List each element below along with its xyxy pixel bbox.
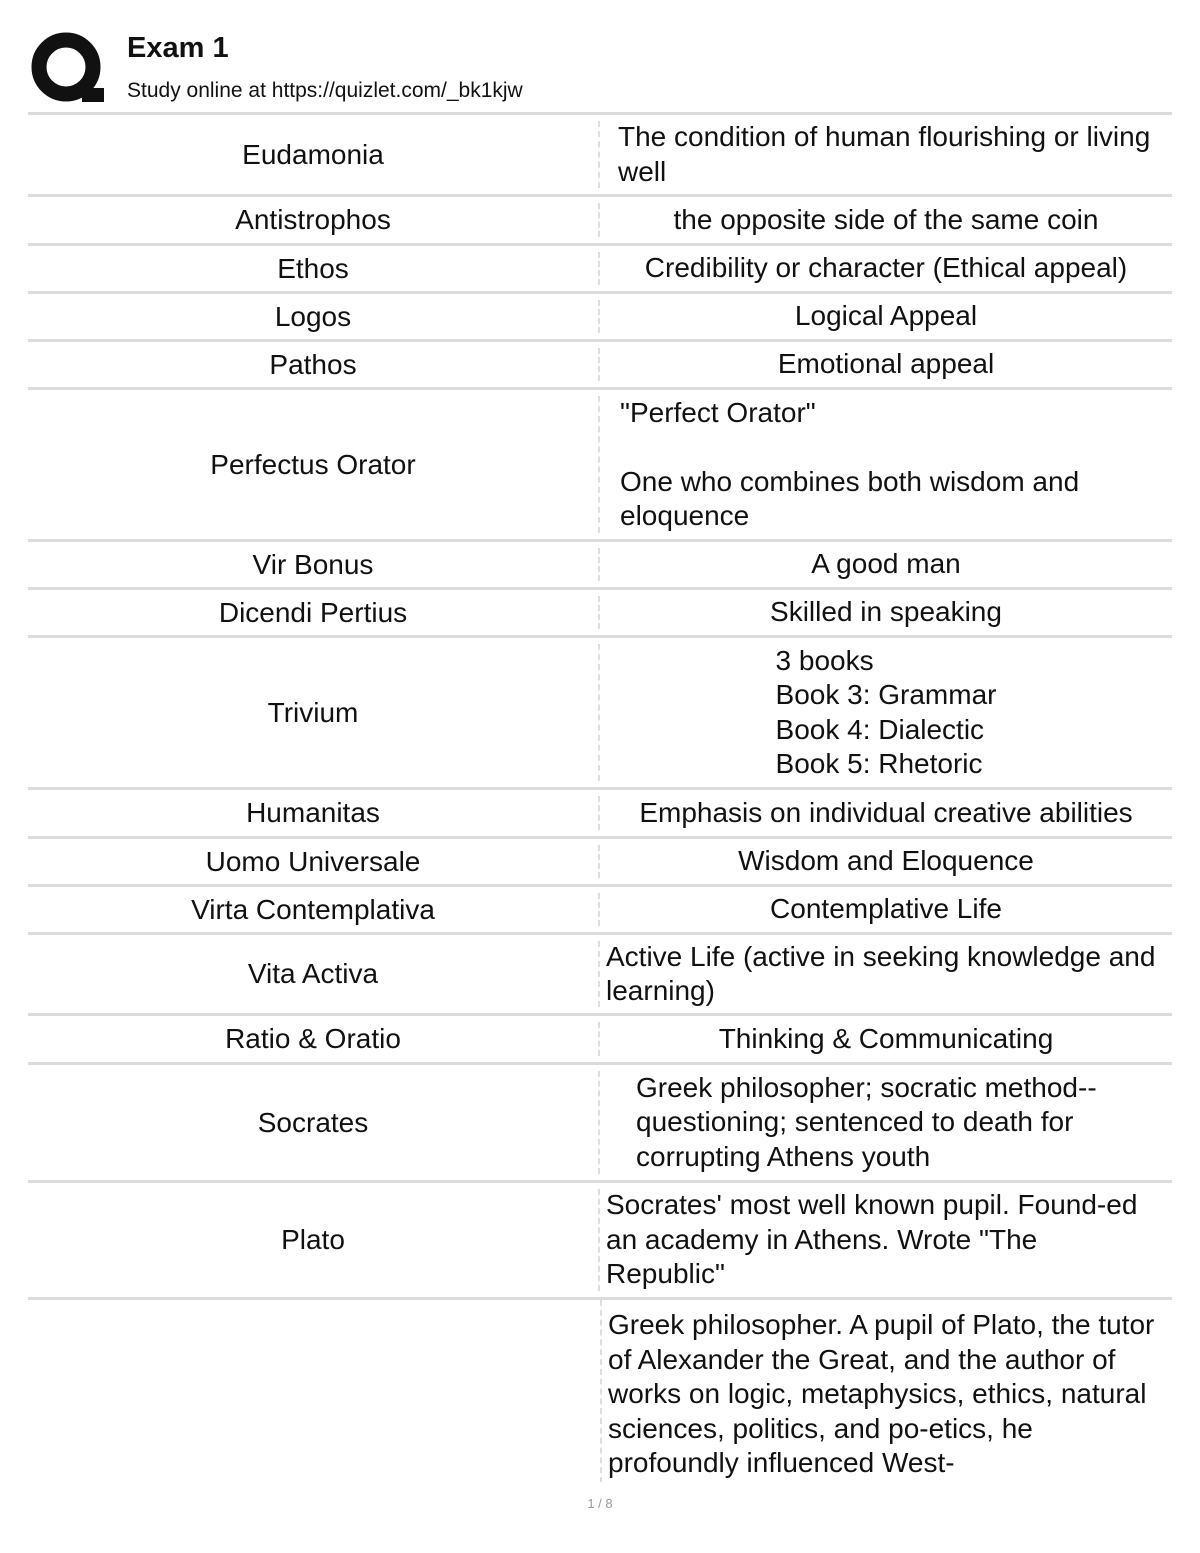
definition-cell <box>600 638 1172 787</box>
table-row <box>28 1180 1172 1297</box>
term-cell: Vita Activa <box>28 941 600 1007</box>
definition-cell <box>600 590 1172 635</box>
term-cell: Uomo Universale <box>28 845 600 878</box>
page-number: 1 / 8 <box>587 1496 613 1511</box>
term-cell: Antistrophos <box>28 203 600 237</box>
definition-cell <box>600 342 1172 387</box>
term-cell: Vir Bonus <box>28 548 600 581</box>
table-row <box>28 932 1172 1013</box>
definition-text: Credibility or character (Ethical appeal) <box>644 252 1128 284</box>
definition-text: Wisdom and Eloquence <box>738 845 1034 877</box>
definition-text: A good man <box>811 548 961 580</box>
definition-text: Socrates' most well known pupil. Found-ed an academy in Athens. Wrote "The Republic" <box>606 1189 1138 1290</box>
definition-cell <box>600 1183 1172 1297</box>
definition-text: Active Life (active in seeking knowledge and learning) <box>606 940 1156 1006</box>
term-cell: Trivium <box>28 644 600 781</box>
table-row <box>28 1297 1172 1482</box>
definition-cell <box>600 294 1172 339</box>
definition-text: Greek philosopher; socratic method--questioning; sentenced to death for corrupting Athens youth <box>636 1071 1097 1172</box>
table-row <box>28 884 1172 932</box>
term-cell: Pathos <box>28 348 600 381</box>
definition-cell <box>600 542 1172 587</box>
definition-cell <box>600 1016 1172 1062</box>
definition-text: Contemplative Life <box>770 893 1002 925</box>
definition-cell <box>600 1300 1172 1482</box>
term-cell: Humanitas <box>28 796 600 830</box>
term-cell: Ratio & Oratio <box>28 1022 600 1056</box>
definition-text: Logical Appeal <box>794 300 978 332</box>
definition-text: Emotional appeal <box>777 348 995 380</box>
table-row <box>28 112 1172 194</box>
term-cell: Eudamonia <box>28 121 600 188</box>
table-row <box>28 1013 1172 1062</box>
term-cell: Logos <box>28 300 600 333</box>
definition-cell <box>600 790 1172 836</box>
term-cell: Ethos <box>28 252 600 285</box>
term-cell: Socrates <box>28 1071 600 1174</box>
table-row <box>28 1062 1172 1180</box>
table-row <box>28 291 1172 339</box>
table-row <box>28 194 1172 243</box>
term-cell: Perfectus Orator <box>28 396 600 533</box>
term-cell: Virta Contemplativa <box>28 893 600 926</box>
definition-cell <box>600 935 1172 1013</box>
definition-cell <box>600 839 1172 884</box>
table-row <box>28 243 1172 291</box>
quizlet-logo <box>30 30 106 106</box>
definition-cell <box>600 115 1172 194</box>
table-row <box>28 635 1172 787</box>
term-cell: Dicendi Pertius <box>28 596 600 629</box>
definition-text: Emphasis on individual creative abilities <box>639 796 1133 828</box>
definition-text: The condition of human flourishing or living well <box>618 121 1151 187</box>
definition-cell <box>600 197 1172 243</box>
term-cell: Plato <box>28 1189 600 1291</box>
definition-cell <box>600 246 1172 291</box>
table-row <box>28 587 1172 635</box>
flashcard-table <box>28 112 1172 1482</box>
table-row <box>28 339 1172 387</box>
definition-cell <box>600 390 1172 539</box>
definition-text: Skilled in speaking <box>770 596 1002 628</box>
table-row <box>28 539 1172 587</box>
page-title: Exam 1 <box>127 32 229 64</box>
definition-text: "Perfect Orator" One who combines both wisdom and eloquence <box>620 396 1080 531</box>
definition-text: Thinking & Communicating <box>718 1022 1054 1054</box>
definition-text: 3 books Book 3: Grammar Book 4: Dialectic Book 5: Rhetoric <box>775 644 997 779</box>
definition-cell <box>600 1065 1172 1180</box>
study-link-text: Study online at https://quizlet.com/_bk1kjw <box>127 79 523 102</box>
definition-cell <box>600 887 1172 932</box>
table-row <box>28 836 1172 884</box>
definition-text: the opposite side of the same coin <box>673 203 1099 235</box>
definition-text: Greek philosopher. A pupil of Plato, the tutor of Alexander the Great, and the author of works on logic, metaphysics, ethics, natural sciences, politics, and po-etics, he profoundly influenced West- <box>608 1309 1155 1478</box>
table-row <box>28 787 1172 836</box>
table-row <box>28 387 1172 539</box>
